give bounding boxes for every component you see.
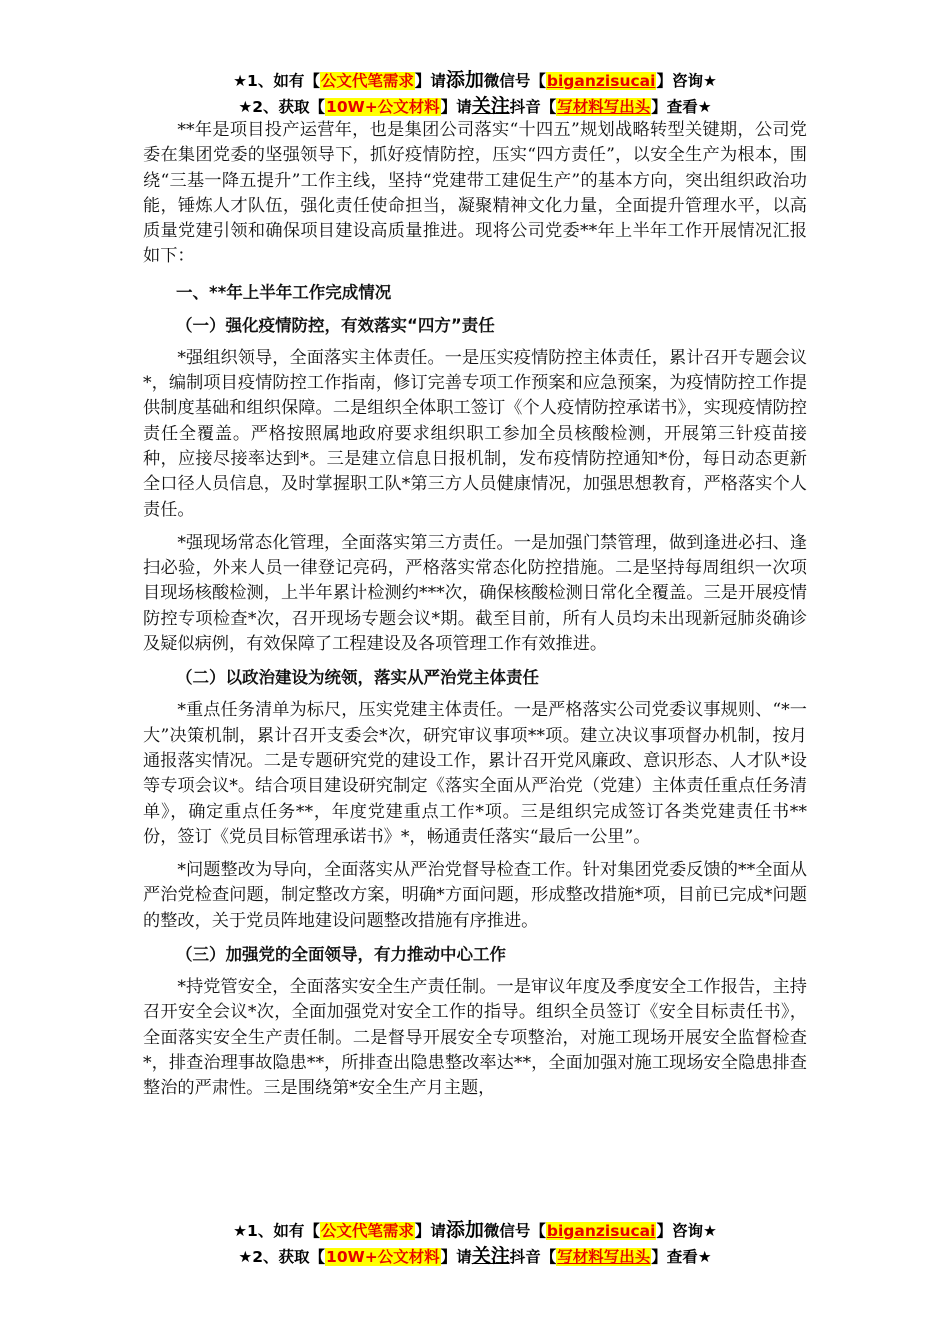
body-paragraph: *强组织领导，全面落实主体责任。一是压实疫情防控主体责任，累计召开专题会议*，编制项目疫情防控工作指南，修订完善专项工作预案和应急预案，为疫情防控工作提供制度基础和组织保障。二是组织全体职工签订《个人疫情防控承诺书》，实现疫情防控责任全覆盖。严格按照属地政府要求组织职工参加全员核酸检测，开展第三针疫苗接种，应接尽接率达到*。三是建立信息日报机制，发布疫情防控通知*份，每日动态更新全口径人员信息，及时掌握职工队*第三方人员健康情况，加强思想教育，严格落实个人责任。 [143, 347, 807, 520]
promo-text: 】请 [414, 72, 446, 90]
promo-header-top [0, 67, 950, 119]
promo-text: ★2、获取【 [238, 98, 326, 116]
promo-text: 抖音【 [509, 1248, 557, 1266]
promo-text: 】请 [440, 1248, 472, 1266]
promo-text: 】查看★ [651, 1248, 712, 1266]
document-body [143, 118, 807, 1102]
body-paragraph: *重点任务清单为标尺，压实党建主体责任。一是严格落实公司党委议事规则、“*一大”决策机制，累计召开支委会*次，研究审议事项**项。建立决议事项督办机制，按月通报落实情况。二是专题研究党的建设工作，累计召开党风廉政、意识形态、人才队*设等专项会议*。结合项目建设研究制定《落实全面从严治党（党建）主体责任重点任务清单》，确定重点任务**，年度党建重点工作*项。三是组织完成签订各类党建责任书**份，签订《党员目标管理承诺书》*，畅通责任落实“最后一公里”。 [143, 700, 807, 847]
promo-text: 添加 [445, 1219, 484, 1241]
promo-text: 】请 [414, 1222, 446, 1240]
intro-paragraph: **年是项目投产运营年，也是集团公司落实“十四五”规划战略转型关键期，公司党委在集团党委的坚强领导下，抓好疫情防控，压实“四方责任”，以安全生产为根本，围绕“三基一降五提升”工作主线，坚持“党建带工建促生产”的基本方向，突出组织政治功能，锤炼人才队伍，强化责任使命担当，凝聚精神文化力量，全面提升管理水平，以高质量党建引领和确保项目建设高质量推进。现将公司党委**年上半年工作开展情况汇报如下： [143, 120, 807, 267]
promo-text: ★2、获取【 [238, 1248, 326, 1266]
promo-text: ★1、如有【 [233, 1222, 320, 1240]
body-paragraph: *强现场常态化管理，全面落实第三方责任。一是加强门禁管理，做到逢进必扫、逢扫必验，外来人员一律登记亮码，严格落实常态化防控措施。二是坚持每周组织一次项目现场核酸检测，上半年累计检测约***次，确保核酸检测日常化全覆盖。三是开展疫情防控专项检查*次，召开现场专题会议*期。截至目前，所有人员均未出现新冠肺炎确诊及疑似病例，有效保障了工程建设及各项管理工作有效推进。 [143, 532, 807, 655]
subsection-heading: （一）强化疫情防控，有效落实“四方”责任 [176, 315, 495, 335]
promo-highlight: 写材料写出头 [557, 1248, 651, 1266]
promo-text: 抖音【 [509, 98, 557, 116]
promo-text: 微信号【 [483, 1222, 546, 1240]
promo-highlight: 公文代笔需求 [320, 72, 414, 90]
promo-text: 】请 [440, 98, 472, 116]
promo-text: ★1、如有【 [233, 72, 320, 90]
promo-line-1 [0, 67, 950, 93]
promo-text: 微信号【 [483, 72, 546, 90]
promo-highlight: 公文代笔需求 [320, 1222, 414, 1240]
subsection-heading: （三）加强党的全面领导，有力推动中心工作 [176, 945, 506, 965]
promo-text: 】咨询★ [656, 72, 717, 90]
promo-text: 添加 [445, 69, 484, 91]
promo-highlight: 写材料写出头 [557, 98, 651, 116]
promo-highlight: 10W+公文材料 [326, 1248, 440, 1266]
body-paragraph: *问题整改为导向，全面落实从严治党督导检查工作。针对集团党委反馈的**全面从严治党检查问题，制定整改方案，明确*方面问题，形成整改措施*项，目前已完成*问题的整改，关于党员阵地建设问题整改措施有序推进。 [143, 860, 807, 931]
promo-highlight: 10W+公文材料 [326, 98, 440, 116]
promo-highlight: biganzisucai [546, 1222, 656, 1240]
promo-text: 】咨询★ [656, 1222, 717, 1240]
promo-header-bottom [0, 1217, 950, 1269]
promo-text: 关注 [471, 1245, 510, 1267]
promo-highlight: biganzisucai [546, 72, 656, 90]
promo-line-2 [0, 93, 950, 119]
body-paragraph: *持党管安全，全面落实安全生产责任制。一是审议年度及季度安全工作报告，主持召开安全会议*次，全面加强党对安全工作的指导。组织全员签订《安全目标责任书》，全面落实安全生产责任制。二是督导开展安全专项整治，对施工现场开展安全监督检查*，排查治理事故隐患**，所排查出隐患整改率达**，全面加强对施工现场安全隐患排查整治的严肃性。三是围绕第*安全生产月主题， [143, 977, 807, 1099]
promo-text: 关注 [471, 95, 510, 117]
promo-line-1 [0, 1217, 950, 1243]
promo-line-2 [0, 1243, 950, 1269]
section-heading: 一、**年上半年工作完成情况 [176, 282, 392, 302]
promo-text: 】查看★ [651, 98, 712, 116]
subsection-heading: （二）以政治建设为统领，落实从严治党主体责任 [176, 668, 539, 688]
